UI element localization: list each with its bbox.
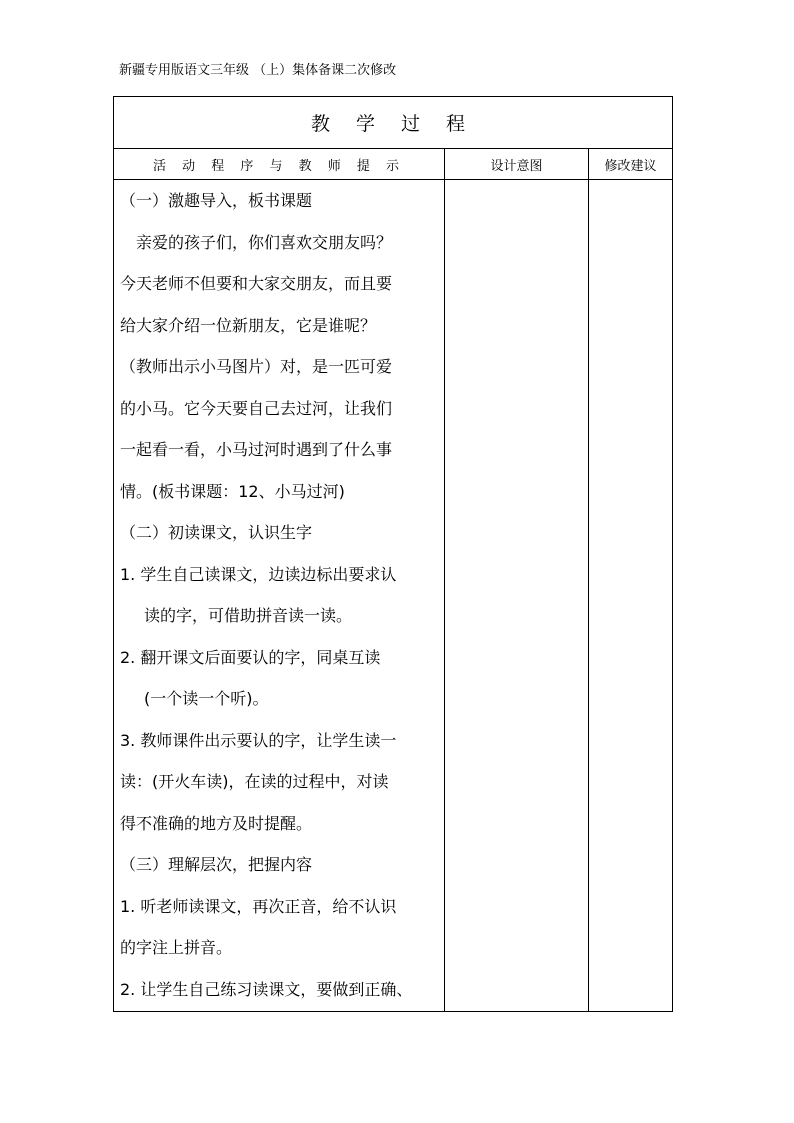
text-line: 的字注上拼音。 — [120, 938, 233, 957]
lesson-process-table — [113, 96, 673, 1012]
text-line: 读的字，可借助拼音读一读。 — [144, 606, 353, 625]
header-activity-steps: 活 动 程 序 与 教 师 提 示 — [152, 159, 406, 174]
section-heading: （一）激趣导入，板书课题 — [120, 191, 313, 210]
column-divider-1 — [444, 149, 445, 1011]
text-line: 给大家介绍一位新朋友，它是谁呢？ — [120, 316, 377, 335]
document-header: 新疆专用版语文三年级 （上）集体备课二次修改 — [119, 63, 397, 78]
column-divider-2 — [588, 149, 589, 1011]
header-revision-suggestions: 修改建议 — [604, 159, 657, 174]
text-line: 得不准确的地方及时提醒。 — [120, 814, 313, 833]
text-line: 今天老师不但要和大家交朋友，而且要 — [120, 274, 393, 293]
text-line: 读：(开火车读)，在读的过程中，对读 — [120, 772, 389, 791]
text-line: 1. 学生自己读课文，边读边标出要求认 — [120, 565, 397, 584]
text-line: (一个读一个听)。 — [144, 689, 269, 708]
text-line: 2. 翻开课文后面要认的字，同桌互读 — [120, 648, 381, 667]
text-line: 2. 让学生自己练习读课文，要做到正确、 — [120, 980, 413, 999]
section-heading: （三）理解层次，把握内容 — [120, 855, 313, 874]
text-line: 1. 听老师读课文，再次正音，给不认识 — [120, 897, 397, 916]
text-line: 情。(板书课题：12、小马过河) — [120, 482, 345, 501]
text-line: 3. 教师课件出示要认的字，让学生读一 — [120, 731, 397, 750]
text-line: （教师出示小马图片）对，是一匹可爱 — [120, 357, 393, 376]
text-line: 亲爱的孩子们，你们喜欢交朋友吗？ — [136, 233, 393, 252]
header-design-intent: 设计意图 — [490, 159, 543, 174]
text-line: 一起看一看，小马过河时遇到了什么事 — [120, 440, 393, 459]
section-heading: （二）初读课文，认识生字 — [120, 523, 313, 542]
table-title: 教 学 过 程 — [114, 97, 672, 149]
text-line: 的小马。它今天要自己去过河，让我们 — [120, 399, 393, 418]
